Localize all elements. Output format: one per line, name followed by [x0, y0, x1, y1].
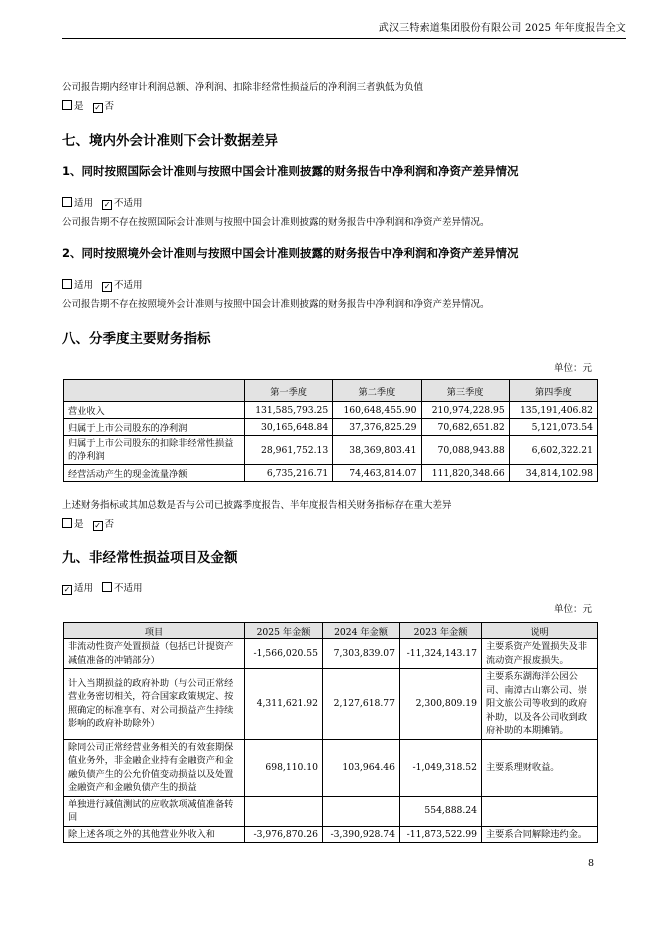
table-cell: 131,585,793.25	[245, 402, 333, 419]
table-cell: -1,049,318.52	[400, 739, 482, 796]
checkbox-checked: ✓	[94, 103, 101, 112]
table-header-cell	[64, 380, 245, 402]
note-cell	[482, 796, 598, 826]
section-7-1-text: 公司报告期不存在按照国际会计准则与按照中国会计准则披露的财务报告中净利润和净资产差异情况。	[62, 217, 490, 228]
section-7-2-text: 公司报告期不存在按照境外会计准则与按照中国会计准则披露的财务报告中净利润和净资产差异情况。	[62, 299, 490, 310]
table-header-cell: 第三季度	[421, 380, 509, 402]
table-cell: 2,127,618.77	[323, 669, 400, 740]
section-9-unit: 单位：元	[553, 604, 592, 615]
note-cell: 主要系合同解除违约金。	[482, 826, 598, 843]
section-7-2-options: 适用 ✓ 不适用	[62, 277, 143, 292]
checkbox-unchecked	[102, 582, 112, 592]
table-cell: -3,390,928.74	[323, 826, 400, 843]
section-9-title: 九、非经常性损益项目及金额	[62, 550, 238, 566]
table-cell	[245, 796, 323, 826]
table-cell: 38,369,803.41	[333, 436, 421, 465]
table-cell: 7,303,839.07	[323, 639, 400, 669]
table-cell: 30,165,648.84	[245, 419, 333, 436]
row-label: 归属于上市公司股东的净利润	[64, 419, 245, 436]
table-header-cell: 第一季度	[245, 380, 333, 402]
table-cell	[323, 796, 400, 826]
table-cell: 74,463,814.07	[333, 465, 421, 482]
table-cell: -1,566,020.55	[245, 639, 323, 669]
section-7-1-options: 适用 ✓ 不适用	[62, 195, 143, 210]
item-cell: 除同公司正常经营业务相关的有效套期保值业务外，非金融企业持有金融资产和金融负债产生的公允价值变动损益以及处置金融资产和金融负债产生的损益	[64, 739, 245, 796]
table-header-cell: 说明	[482, 623, 598, 639]
section-7-title: 七、境内外会计准则下会计数据差异	[62, 133, 278, 149]
non-recurring-items-table	[63, 622, 598, 843]
table-cell: 6,602,322.21	[509, 436, 597, 465]
section-7-2-title: 2、同时按照境外会计准则与按照中国会计准则披露的财务报告中净利润和净资产差异情况	[62, 246, 519, 260]
section-7-1-title: 1、同时按照国际会计准则与按照中国会计准则披露的财务报告中净利润和净资产差异情况	[62, 164, 519, 178]
table-cell: 210,974,228.95	[421, 402, 509, 419]
table-row	[64, 465, 598, 482]
table-cell: 103,964.46	[323, 739, 400, 796]
table-cell: 111,820,348.66	[421, 465, 509, 482]
note-cell: 主要系东湖海洋公园公司、南漳古山寨公司、崇阳文旅公司等收到的政府补助，以及各公司收到政府补助的本期摊销。	[482, 669, 598, 740]
table-cell: 160,648,455.90	[333, 402, 421, 419]
intro-checkbox-row: 是 ✓ 否	[62, 98, 114, 113]
checkbox-unchecked	[62, 279, 72, 289]
section-8-options: 是 ✓ 否	[62, 516, 114, 531]
table-header-row	[64, 623, 598, 639]
item-cell: 除上述各项之外的其他营业外收入和	[64, 826, 245, 843]
checkbox-unchecked	[62, 518, 72, 528]
table-header-cell: 2024 年金额	[323, 623, 400, 639]
item-cell: 计入当期损益的政府补助（与公司正常经营业务密切相关，符合国家政策规定、按照确定的标准享有、对公司损益产生持续影响的政府补助除外）	[64, 669, 245, 740]
table-row	[64, 669, 598, 740]
table-cell: -11,873,522.99	[400, 826, 482, 843]
table-cell: -3,976,870.26	[245, 826, 323, 843]
checkbox-checked: ✓	[103, 200, 111, 209]
note-cell: 主要系资产处置损失及非流动资产报废损失。	[482, 639, 598, 669]
page-header: 武汉三特索道集团股份有限公司 2025 年年度报告全文	[378, 23, 626, 34]
header-rule	[62, 38, 626, 39]
checkbox-checked: ✓	[63, 585, 71, 594]
row-label: 营业收入	[64, 402, 245, 419]
page-number: 8	[587, 858, 594, 869]
checkbox-unchecked	[62, 197, 72, 207]
table-header-cell: 项目	[64, 623, 245, 639]
intro-text: 公司报告期内经审计利润总额、净利润、扣除非经常性损益后的净利润三者孰低为负值	[62, 82, 424, 93]
table-header-cell: 2023 年金额	[400, 623, 482, 639]
table-cell: -11,324,143.17	[400, 639, 482, 669]
quarterly-indicators-table	[63, 379, 598, 482]
table-header-cell: 第四季度	[509, 380, 597, 402]
note-cell: 主要系理财收益。	[482, 739, 598, 796]
table-row	[64, 739, 598, 796]
checkbox-checked: ✓	[103, 282, 111, 291]
table-cell: 28,961,752.13	[245, 436, 333, 465]
checkbox-checked: ✓	[94, 521, 101, 530]
table-cell: 37,376,825.29	[333, 419, 421, 436]
table-cell: 5,121,073.54	[509, 419, 597, 436]
section-8-note: 上述财务指标或其加总数是否与公司已披露季度报告、半年度报告相关财务指标存在重大差异	[62, 500, 452, 511]
row-label: 归属于上市公司股东的扣除非经常性损益的净利润	[64, 436, 245, 465]
table-header-cell: 2025 年金额	[245, 623, 323, 639]
table-header-cell: 第二季度	[333, 380, 421, 402]
table-cell: 34,814,102.98	[509, 465, 597, 482]
table-row	[64, 402, 598, 419]
item-cell: 非流动性资产处置损益（包括已计提资产减值准备的冲销部分）	[64, 639, 245, 669]
table-cell: 70,682,651.82	[421, 419, 509, 436]
table-row	[64, 796, 598, 826]
table-row	[64, 639, 598, 669]
table-row	[64, 419, 598, 436]
table-cell: 698,110.10	[245, 739, 323, 796]
row-label: 经营活动产生的现金流量净额	[64, 465, 245, 482]
section-9-options: ✓ 适用 不适用	[63, 583, 143, 594]
table-header-row	[64, 380, 598, 402]
table-row	[64, 436, 598, 465]
section-8-title: 八、分季度主要财务指标	[62, 331, 211, 347]
table-cell: 70,088,943.88	[421, 436, 509, 465]
table-cell: 6,735,216.71	[245, 465, 333, 482]
item-cell: 单独进行减值测试的应收款项减值准备转回	[64, 796, 245, 826]
table-row	[64, 826, 598, 843]
table-cell: 2,300,809.19	[400, 669, 482, 740]
table-cell: 135,191,406.82	[509, 402, 597, 419]
table-cell: 554,888.24	[400, 796, 482, 826]
checkbox-unchecked	[62, 100, 72, 110]
table-cell: 4,311,621.92	[245, 669, 323, 740]
section-8-unit: 单位：元	[553, 363, 592, 374]
